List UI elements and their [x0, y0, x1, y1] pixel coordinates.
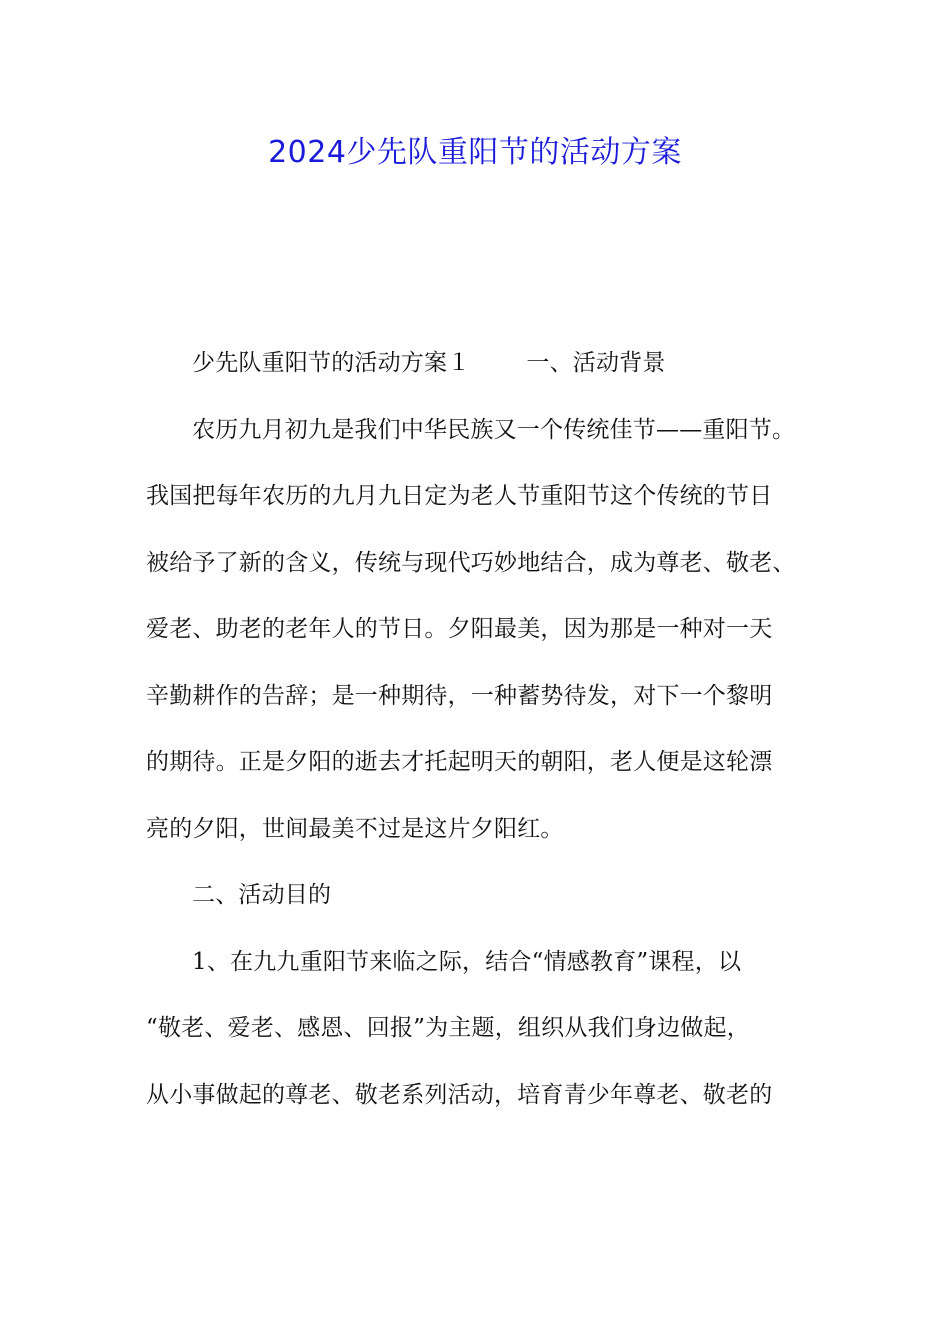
- section-heading: 一、活动背景: [526, 350, 666, 376]
- document-title: 2024少先队重阳节的活动方案: [268, 135, 682, 170]
- section-intro-text: 少先队重阳节的活动方案１: [192, 350, 471, 376]
- paragraph-line: 亮的夕阳，世间最美不过是这片夕阳红。: [146, 815, 564, 842]
- paragraph-line: 辛勤耕作的告辞；是一种期待，一种蓄势待发，对下一个黎明: [146, 682, 773, 709]
- paragraph-line: “敬老、爱老、感恩、回报”为主题，组织从我们身边做起，: [146, 1015, 750, 1041]
- paragraph-line: [146, 330, 836, 397]
- document-body: [146, 330, 836, 1128]
- paragraph-line: 农历九月初九是我们中华民族又一个传统佳节——重阳节。: [192, 416, 796, 443]
- paragraph-line: 1、在九九重阳节来临之际，结合“情感教育”课程，以: [192, 948, 742, 975]
- paragraph-line: 我国把每年农历的九月九日定为老人节重阳节这个传统的节日: [146, 483, 773, 509]
- paragraph-line: 爱老、助老的老年人的节日。夕阳最美，因为那是一种对一天: [146, 616, 773, 642]
- paragraph-line: 从小事做起的尊老、敬老系列活动，培育青少年尊老、敬老的: [146, 1081, 773, 1108]
- section-heading: 二、活动目的: [192, 882, 332, 908]
- paragraph-line: 被给予了新的含义，传统与现代巧妙地结合，成为尊老、敬老、: [146, 549, 796, 576]
- paragraph-line: 的期待。正是夕阳的逝去才托起明天的朝阳，老人便是这轮漂: [146, 749, 773, 775]
